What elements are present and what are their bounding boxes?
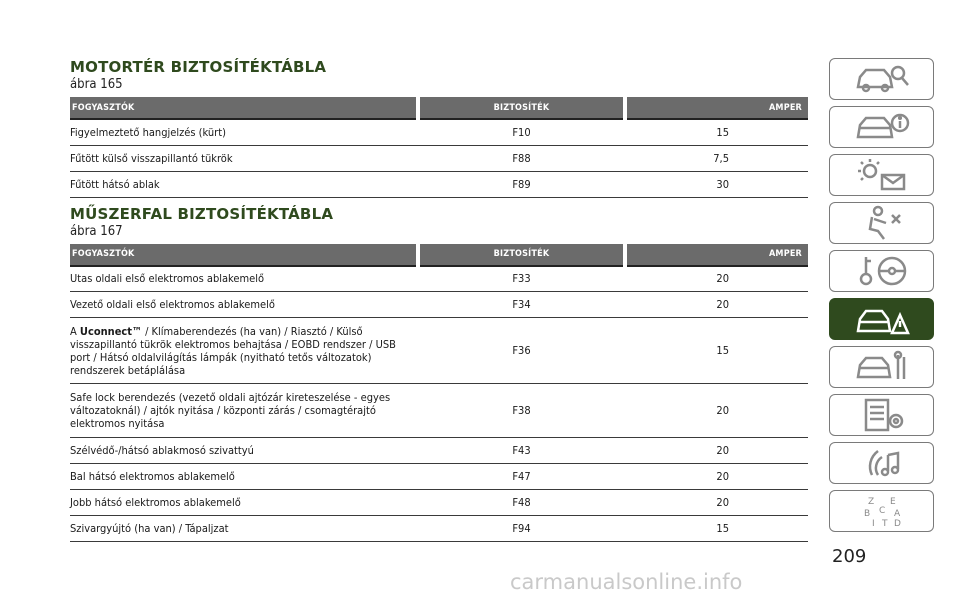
specifications-icon	[852, 397, 912, 433]
table-row: A Uconnect™ / Klímaberendezés (ha van) / Riasztó / Külső visszapillantó tükrök elektromos behajtása / EOBD rendszer / USB port / Hátsó oldalvilágítás lámpák (nyitható tetős változatok) rendszerek betáplálása F36 15	[70, 318, 808, 384]
table-row: Figyelmeztető hangjelzés (kürt) F10 15	[70, 119, 808, 145]
table-row: Fűtött külső visszapillantó tükrök F88 7,5	[70, 145, 808, 171]
car-info-icon	[852, 109, 912, 145]
svg-text:I: I	[871, 519, 875, 529]
tab-safety[interactable]	[829, 202, 934, 244]
tab-technical-data[interactable]	[829, 394, 934, 436]
warning-light-icon	[852, 157, 912, 193]
chapter-tabs	[829, 58, 934, 538]
figure-reference: ábra 165	[70, 77, 123, 92]
header-fuse: BIZTOSÍTÉK	[418, 244, 625, 266]
tab-multimedia[interactable]	[829, 442, 934, 484]
header-fuse: BIZTOSÍTÉK	[418, 97, 625, 119]
table-row: Jobb hátsó elektromos ablakemelő F48 20	[70, 490, 808, 516]
index-icon	[852, 493, 912, 529]
car-search-icon	[852, 61, 912, 97]
tab-starting-driving[interactable]	[829, 250, 934, 292]
header-consumers: FOGYASZTÓK	[70, 244, 418, 266]
table-row: Szélvédő-/hátsó ablakmosó szivattyú F43 20	[70, 438, 808, 464]
svg-text:Z: Z	[867, 497, 874, 507]
svg-text:E: E	[889, 497, 896, 507]
svg-text:D: D	[893, 519, 901, 529]
steering-key-icon	[852, 253, 912, 289]
section-title-dashboard: MŰSZERFAL BIZTOSÍTÉKTÁBLA	[70, 204, 334, 223]
table-row: Bal hátsó elektromos ablakemelő F47 20	[70, 464, 808, 490]
tab-index[interactable]	[829, 490, 934, 532]
tab-car-info[interactable]	[829, 106, 934, 148]
page-number: 209	[832, 546, 867, 567]
table-row: Vezető oldali első elektromos ablakemelő F34 20	[70, 292, 808, 318]
tab-emergency[interactable]	[829, 298, 934, 340]
safety-seat-icon	[852, 205, 912, 241]
multimedia-icon	[852, 445, 912, 481]
header-ampere: AMPER	[625, 97, 808, 119]
svg-text:B: B	[863, 509, 870, 519]
svg-text:T: T	[881, 519, 887, 529]
svg-text:C: C	[878, 506, 885, 516]
table-row: Utas oldali első elektromos ablakemelő F33 20	[70, 266, 808, 292]
table-row: Fűtött hátsó ablak F89 30	[70, 171, 808, 197]
svg-text:A: A	[893, 509, 900, 519]
main-content	[70, 58, 808, 542]
breakdown-icon	[852, 301, 912, 337]
header-ampere: AMPER	[625, 244, 808, 266]
table-row: Szivargyújtó (ha van) / Tápaljzat F94 15	[70, 516, 808, 542]
section-title-engine: MOTORTÉR BIZTOSÍTÉKTÁBLA	[70, 58, 327, 76]
watermark: carmanualsonline.info	[510, 570, 743, 594]
tab-car-search[interactable]	[829, 58, 934, 100]
row-description: A Uconnect™ / Klímaberendezés (ha van) / Riasztó / Külső visszapillantó tükrök elektromos behajtása / EOBD rendszer / USB port / Hátsó oldalvilágítás lámpák (nyitható tetős változatok) rendszerek betáplálása	[70, 318, 418, 384]
fuse-table-engine	[70, 97, 808, 198]
figure-reference: ábra 167	[70, 223, 123, 239]
table-row: Safe lock berendezés (vezető oldali ajtózár kireteszelése - egyes változatoknál) / ajtók nyitása / központi zárás / csomagtérajtó elektromos nyitása F38 20	[70, 384, 808, 438]
tab-maintenance[interactable]	[829, 346, 934, 388]
car-service-icon	[852, 349, 912, 385]
tab-warning-lights[interactable]	[829, 154, 934, 196]
header-consumers: FOGYASZTÓK	[70, 97, 418, 119]
fuse-table-dashboard	[70, 244, 808, 543]
